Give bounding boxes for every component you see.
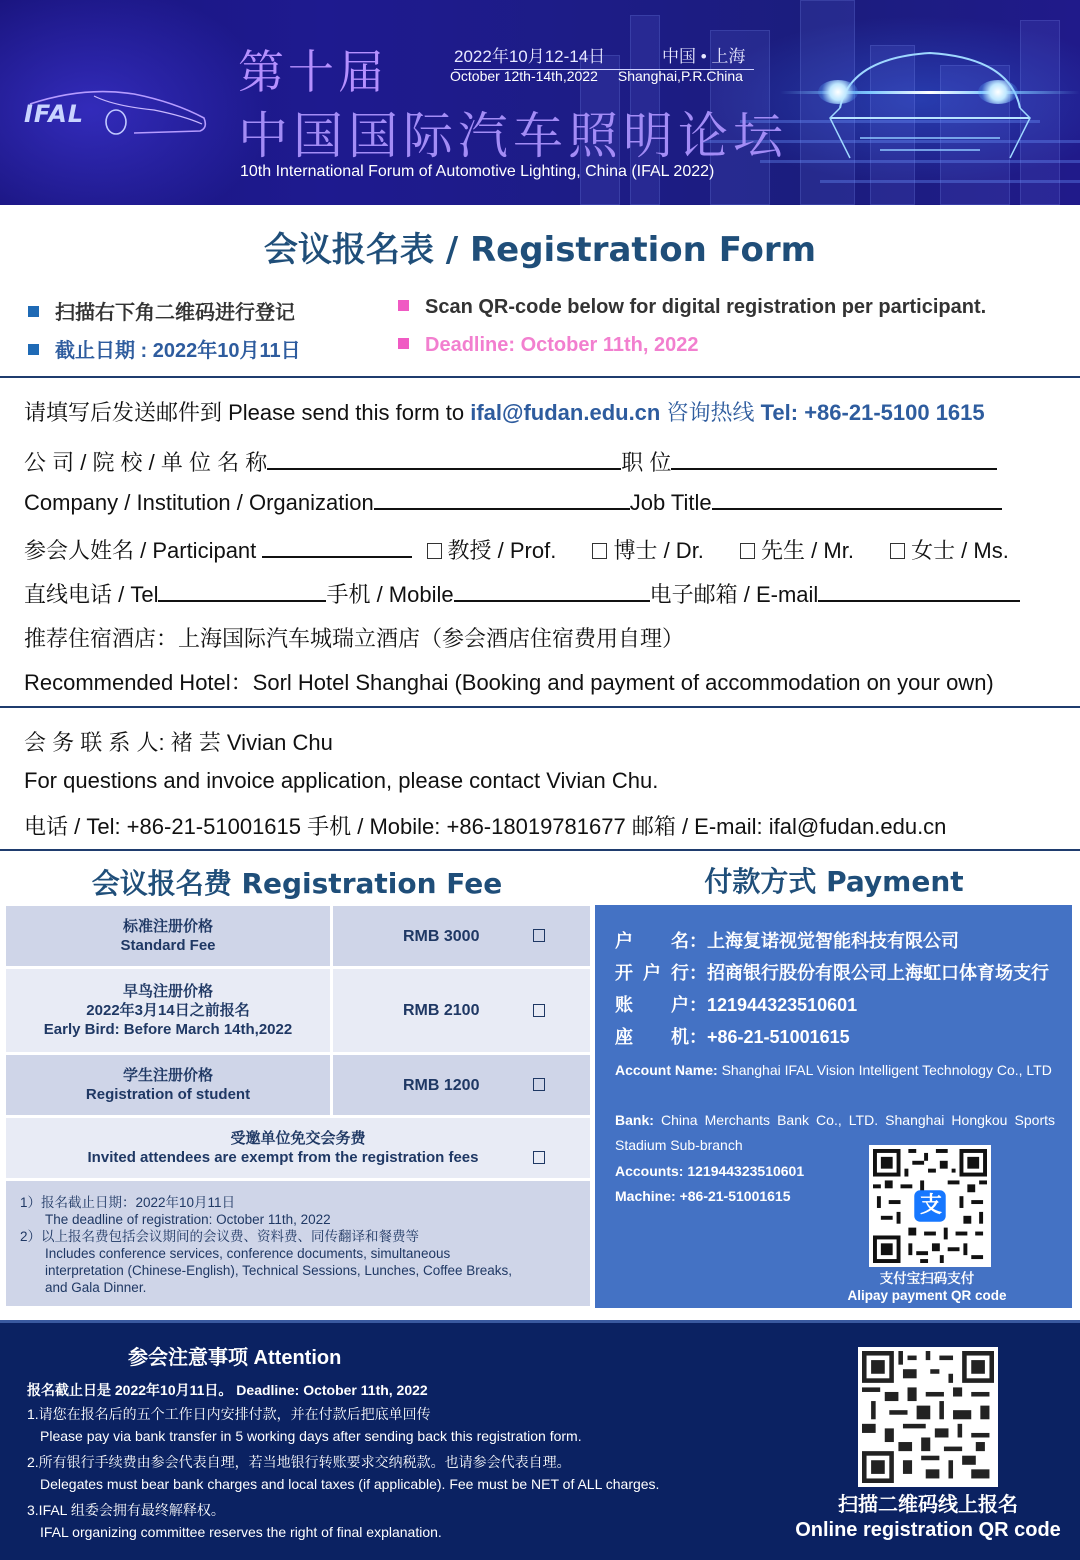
position-input[interactable]: [671, 452, 997, 470]
attention-item-1-cn: 1.请您在报名后的五个工作日内安排付款，并在付款后把底单回传: [27, 1406, 431, 1422]
alipay-qr-caption: 支付宝扫码支付 Alipay payment QR code: [847, 1271, 1007, 1303]
forum-title-en: 10th International Forum of Automotive Lighting, China (IFAL 2022): [240, 163, 715, 180]
square-bullet-icon: [28, 306, 39, 317]
checkbox[interactable]: [592, 543, 607, 559]
contact-person: 会 务 联 系 人: 褚 芸 Vivian Chu: [24, 730, 333, 755]
online-registration-qr-code[interactable]: [858, 1347, 998, 1487]
ifal-logo: IFAL: [24, 76, 214, 146]
fee-checkbox-invited[interactable]: [533, 1151, 545, 1164]
contact-fields-row: 直线电话 / Tel 手机 / Mobile 电子邮箱 / E-mail: [24, 578, 1020, 609]
fee-price: RMB 1200: [403, 1076, 480, 1094]
checkbox[interactable]: [427, 543, 442, 559]
edition-title: 第十届: [238, 45, 388, 99]
attention-item-2-en: Delegates must bear bank charges and local taxes (if applicable). Fee must be NET of ALL charges.: [40, 1476, 660, 1492]
payment-account-number-cn: 账户：121944323510601: [615, 995, 858, 1015]
payment-accounts-en: Accounts: 121944323510601: [615, 1163, 805, 1179]
attention-deadline: 报名截止日是 2022年10月11日。 Deadline: October 11th, 2022: [27, 1382, 428, 1398]
payment-account-name-cn: 户名：上海复诺视觉智能科技有限公司: [615, 931, 959, 951]
payment-phone-cn: 座机：+86-21-51001615: [615, 1027, 850, 1047]
company-row-cn: 公 司 / 院 校 / 单 位 名 称 职 位: [24, 446, 997, 477]
title-option-prof[interactable]: 教授 / Prof.: [427, 538, 557, 563]
attention-item-3-en: IFAL organizing committee reserves the right of final explanation.: [40, 1524, 442, 1540]
email-input[interactable]: [818, 584, 1020, 602]
hotline-phone: Tel: +86-21-5100 1615: [760, 400, 985, 425]
fee-price: RMB 2100: [403, 1002, 480, 1019]
attention-heading: 参会注意事项 Attention: [128, 1347, 342, 1369]
payment-bank-en: Bank: China Merchants Bank Co., LTD. Shanghai Hongkou Sports Stadium Sub-branch: [615, 1112, 1055, 1153]
payment-machine-en: Machine: +86-21-51001615: [615, 1188, 791, 1204]
square-bullet-icon: [398, 300, 409, 311]
square-bullet-icon: [28, 344, 39, 355]
instruction-item: Scan QR-code below for digital registration per participant.: [398, 296, 986, 319]
participant-row: 参会人姓名 / Participant 教授 / Prof. 博士 / Dr. 先生 / Mr. 女士 / Ms.: [24, 538, 1009, 563]
forum-title-cn: 中国国际汽车照明论坛: [238, 107, 788, 165]
title-option-mr[interactable]: 先生 / Mr.: [740, 538, 854, 563]
square-bullet-icon: [398, 338, 409, 349]
event-date-en: October 12th-14th,2022 Shanghai,P.R.China: [450, 68, 743, 84]
company-cn-input[interactable]: [267, 452, 621, 470]
payment-heading: 付款方式 Payment: [704, 865, 964, 898]
hotel-cn: 推荐住宿酒店：上海国际汽车城瑞立酒店（参会酒店住宿费用自理）: [24, 626, 685, 651]
participant-name-input[interactable]: [262, 540, 412, 558]
page-title: 会议报名表 / Registration Form: [263, 230, 817, 270]
attention-item-1-en: Please pay via bank transfer in 5 working days after sending back this registration form.: [40, 1428, 582, 1444]
mobile-input[interactable]: [454, 584, 650, 602]
qr-code-icon: [862, 1351, 994, 1483]
fee-checkbox-standard[interactable]: [533, 929, 545, 942]
instruction-item: Deadline: October 11th, 2022: [398, 334, 698, 357]
attention-section: [0, 1320, 1080, 1560]
email-link[interactable]: ifal@fudan.edu.cn: [470, 400, 661, 425]
contact-note: For questions and invoice application, please contact Vivian Chu.: [24, 768, 659, 793]
event-banner: [0, 0, 1080, 205]
alipay-qr-code[interactable]: [869, 1145, 991, 1267]
instruction-item: 截止日期 : 2022年10月11日: [28, 334, 301, 363]
section-divider: [0, 849, 1080, 851]
fee-checkbox-early-bird[interactable]: [533, 1004, 545, 1017]
registration-fee-heading: 会议报名费 Registration Fee: [91, 867, 503, 900]
send-instruction: 请填写后发送邮件到 Please send this form to ifal@fudan.edu.cn 咨询热线 Tel: +86-21-5100 1615: [24, 400, 985, 425]
section-divider: [0, 376, 1080, 378]
title-option-dr[interactable]: 博士 / Dr.: [592, 538, 703, 563]
payment-bank-cn: 开户行：招商银行股份有限公司上海虹口体育场支行: [615, 963, 1049, 983]
instruction-item: 扫描右下角二维码进行登记: [28, 296, 295, 325]
checkbox[interactable]: [890, 543, 905, 559]
contact-details: 电话 / Tel: +86-21-51001615 手机 / Mobile: +86-18019781677 邮箱 / E-mail: ifal@fudan.edu.cn: [24, 814, 947, 839]
event-date-cn: 2022年10月12-14日 中国 • 上海: [454, 42, 754, 70]
fee-notes: 1）报名截止日期：2022年10月11日 The deadline of registration: October 11th, 2022 2）以上报名费包括会议期间的会议费、资料费、同传翻译和餐费等 Includes conference services, conference documents, simultaneous interpretation (Chinese-English), Technical Sessions, Lunches, Coffee Breaks, and Gala Dinner.: [6, 1181, 590, 1306]
checkbox[interactable]: [740, 543, 755, 559]
online-qr-caption: 扫描二维码线上报名 Online registration QR code: [795, 1494, 1061, 1541]
job-title-input[interactable]: [712, 492, 1002, 510]
fee-checkbox-student[interactable]: [533, 1078, 545, 1091]
hotel-en: Recommended Hotel：Sorl Hotel Shanghai (Booking and payment of accommodation on your own): [24, 670, 994, 695]
payment-info-panel: [595, 905, 1072, 1308]
alipay-logo-icon: 支: [919, 1192, 942, 1217]
fee-row-invited: 受邀单位免交会务费 Invited attendees are exempt from the registration fees: [6, 1118, 590, 1178]
payment-account-name-en: Account Name: Shanghai IFAL Vision Intelligent Technology Co., LTD: [615, 1062, 1052, 1078]
company-row-en: Company / Institution / Organization Job Title: [24, 490, 1002, 516]
company-en-input[interactable]: [374, 492, 630, 510]
fee-row-standard: 标准注册价格 Standard Fee RMB 3000: [6, 906, 590, 966]
tel-input[interactable]: [158, 584, 326, 602]
attention-item-2-cn: 2.所有银行手续费由参会代表自理，若当地银行转账要求交纳税款。也请参会代表自理。: [27, 1454, 571, 1470]
fee-row-student: 学生注册价格 Registration of student RMB 1200: [6, 1055, 590, 1115]
attention-item-3-cn: 3.IFAL 组委会拥有最终解释权。: [27, 1502, 225, 1518]
section-divider: [0, 706, 1080, 708]
title-option-ms[interactable]: 女士 / Ms.: [890, 538, 1009, 563]
fee-price: RMB 3000: [403, 927, 480, 945]
fee-row-early-bird: 早鸟注册价格 2022年3月14日之前报名 Early Bird: Before March 14th,2022 RMB 2100: [6, 969, 590, 1052]
